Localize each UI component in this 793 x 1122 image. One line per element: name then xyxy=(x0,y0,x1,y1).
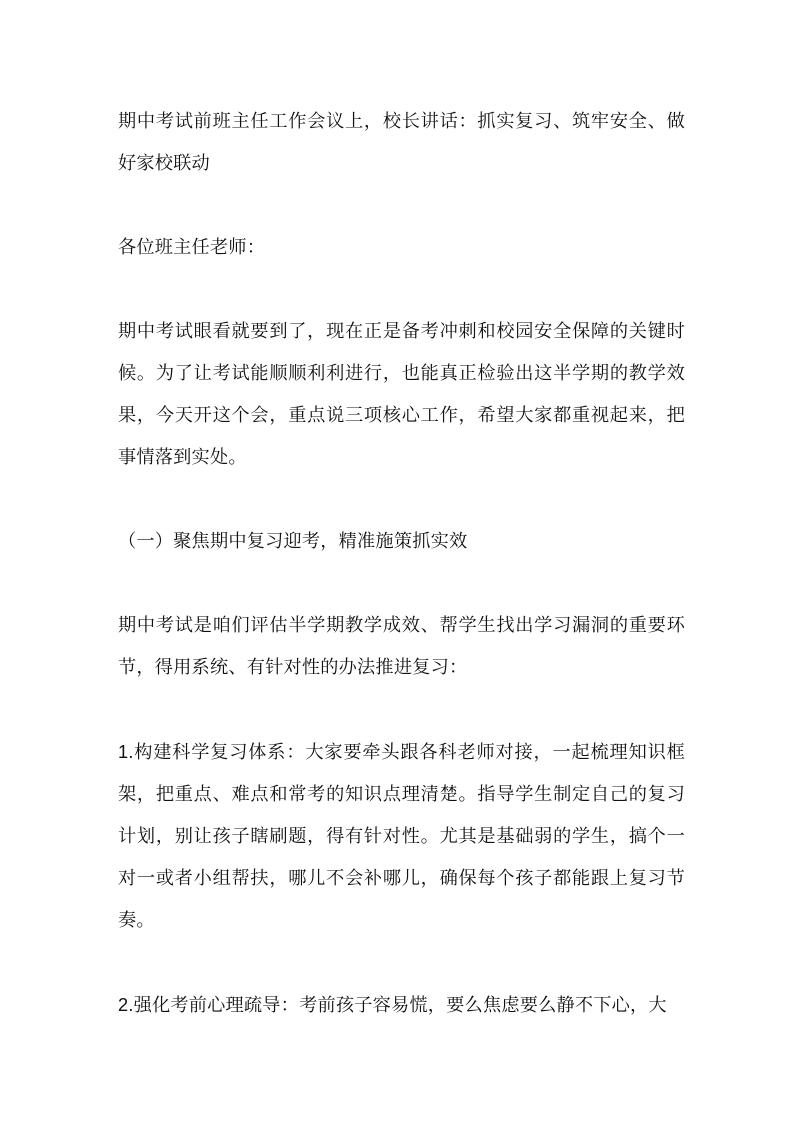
document-title: 期中考试前班主任工作会议上，校长讲话：抓实复习、筑牢安全、做好家校联动 xyxy=(118,111,685,174)
salutation: 各位班主任老师： xyxy=(118,237,266,258)
section-heading: （一）聚焦期中复习迎考，精准施策抓实效 xyxy=(118,531,468,552)
spacer xyxy=(118,269,685,311)
spacer xyxy=(118,942,685,984)
spacer xyxy=(118,563,685,605)
section-intro-paragraph: 期中考试是咱们评估半学期教学成效、帮学生找出学习漏洞的重要环节，得用系统、有针对性的办法推进复习： xyxy=(118,615,685,678)
intro-paragraph: 期中考试眼看就要到了，现在正是备考冲刺和校园安全保障的关键时候。为了让考试能顺顺利利进行，也能真正检验出这半学期的教学效果，今天开这个会，重点说三项核心工作，希望大家都重视起来，把事情落到实处。 xyxy=(118,321,685,468)
list-item xyxy=(118,731,685,942)
list-item xyxy=(118,984,685,1027)
item-text: 强化考前心理疏导：考前孩子容易慌，要么焦虑要么静不下心，大 xyxy=(133,995,667,1016)
item-number: 1. xyxy=(118,742,134,762)
item-number: 2. xyxy=(118,995,134,1015)
spacer xyxy=(118,689,685,731)
spacer xyxy=(118,185,685,227)
item-text: 构建科学复习体系：大家要牵头跟各科老师对接，一起梳理知识框架，把重点、难点和常考的知识点理清楚。指导学生制定自己的复习计划，别让孩子瞎刷题，得有针对性。尤其是基础弱的学生，搞个一对一或者小组帮扶，哪儿不会补哪儿，确保每个孩子都能跟上复习节奏。 xyxy=(118,742,685,931)
spacer xyxy=(118,479,685,521)
document-page xyxy=(118,101,685,1027)
